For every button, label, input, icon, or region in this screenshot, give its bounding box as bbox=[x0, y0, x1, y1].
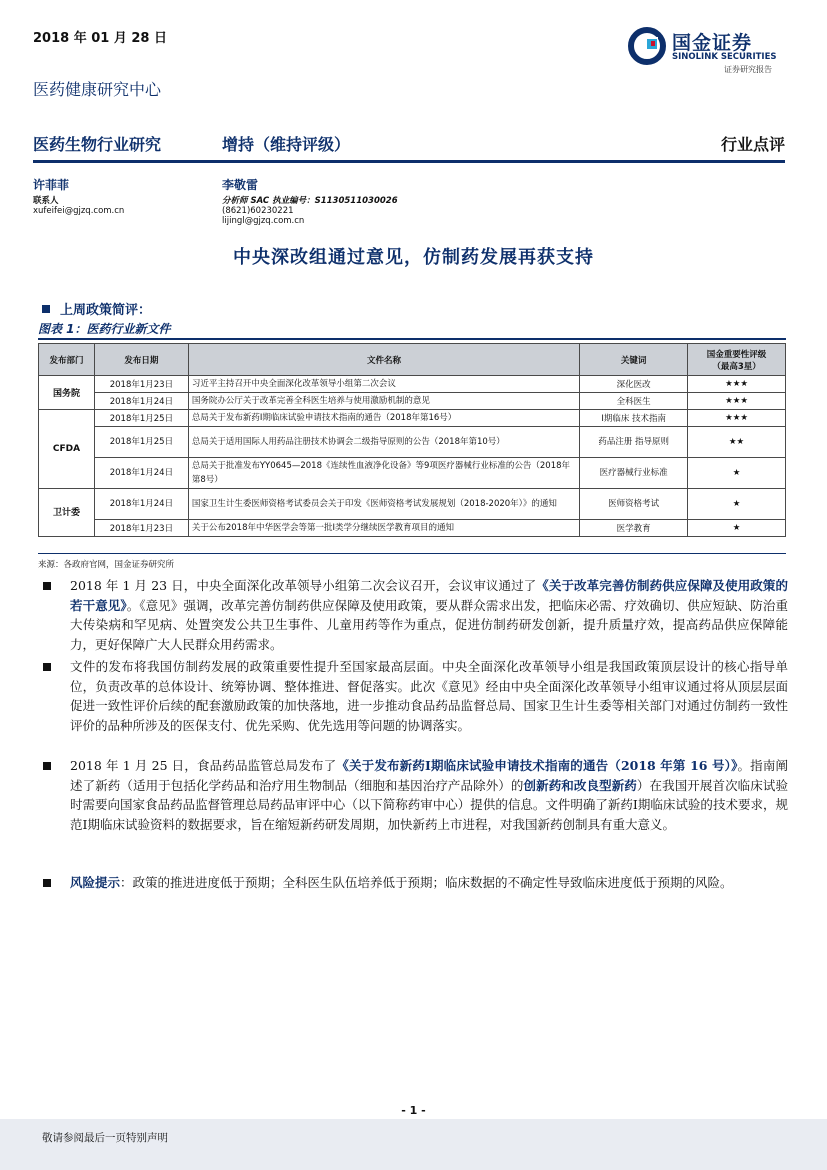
date-cell: 2018年1月24日 bbox=[94, 458, 188, 489]
square-bullet-icon bbox=[42, 305, 50, 313]
p3-text: 2018 年 1 月 25 日，食品药品监管总局发布了 bbox=[70, 758, 337, 773]
paragraph bbox=[43, 657, 788, 735]
rating: 增持（维持评级） bbox=[222, 135, 351, 154]
brand-name-en: SINOLINK SECURITIES bbox=[672, 52, 777, 62]
analyst-phone: (8621)60230221 bbox=[222, 206, 294, 216]
sinolink-logo-icon bbox=[628, 27, 666, 65]
name-cell: 国家卫生计生委医师资格考试委员会关于印发《医师资格考试发展规划（2018-2020年）》的通知 bbox=[188, 489, 579, 520]
th-rating-line2: （最高3星） bbox=[712, 361, 761, 372]
table-row bbox=[39, 489, 786, 520]
section-title bbox=[42, 299, 151, 318]
sinolink-logo bbox=[628, 25, 798, 77]
report-date: 2018 年 01 月 28 日 bbox=[33, 31, 167, 46]
p1-doc-title: 《关于改革完善仿制药供应保障及使用政策的若干意见》 bbox=[70, 578, 788, 613]
report-type: 行业点评 bbox=[720, 135, 785, 154]
industry-title: 医药生物行业研究 bbox=[33, 135, 162, 154]
brand-subtitle: 证券研究报告 bbox=[724, 65, 772, 74]
analyst-email[interactable]: lijingl@gjzq.com.cn bbox=[222, 216, 305, 226]
th-dept: 发布部门 bbox=[39, 344, 95, 376]
date-cell: 2018年1月23日 bbox=[94, 376, 188, 393]
footer-disclaimer: 敬请参阅最后一页特别声明 bbox=[42, 1132, 168, 1144]
title-divider bbox=[33, 160, 785, 163]
rating-cell: ★ bbox=[688, 458, 786, 489]
keyword-cell: Ⅰ期临床 技术指南 bbox=[580, 410, 688, 427]
square-bullet-icon bbox=[43, 582, 51, 590]
analyst-card bbox=[222, 176, 482, 226]
name-cell: 习近平主持召开中央全面深化改革领导小组第二次会议 bbox=[188, 376, 579, 393]
table-bottom-rule bbox=[38, 553, 786, 554]
analyst-name: 李敬雷 bbox=[222, 178, 259, 192]
th-rating-line1: 国金重要性评级 bbox=[706, 349, 767, 360]
date-cell: 2018年1月25日 bbox=[94, 410, 188, 427]
title-band bbox=[33, 130, 785, 158]
rating-cell: ★ bbox=[688, 489, 786, 520]
rating-cell: ★★★ bbox=[688, 393, 786, 410]
table-row bbox=[39, 458, 786, 489]
keyword-cell: 药品注册 指导原则 bbox=[580, 427, 688, 458]
keyword-cell: 全科医生 bbox=[580, 393, 688, 410]
th-name: 文件名称 bbox=[188, 344, 579, 376]
table-header-row bbox=[39, 344, 786, 376]
keyword-cell: 医师资格考试 bbox=[580, 489, 688, 520]
p3-highlight: 创新药和改良型新药 bbox=[523, 777, 637, 793]
research-center: 医药健康研究中心 bbox=[33, 80, 162, 99]
analyst-card bbox=[33, 176, 213, 216]
table-row bbox=[39, 427, 786, 458]
table-row bbox=[39, 393, 786, 410]
keyword-cell: 深化医改 bbox=[580, 376, 688, 393]
date-cell: 2018年1月24日 bbox=[94, 489, 188, 520]
table-row bbox=[39, 376, 786, 393]
figure-rule bbox=[38, 338, 786, 340]
date-cell: 2018年1月23日 bbox=[94, 520, 188, 537]
p1-text: 2018 年 1 月 23 日，中央全面深化改革领导小组第二次会议召开，会议审议通过了 bbox=[70, 578, 537, 593]
figure-label: 图表 1：医药行业新文件 bbox=[38, 322, 171, 336]
name-cell: 总局关于发布新药Ⅰ期临床试验申请技术指南的通告（2018年第16号） bbox=[188, 410, 579, 427]
p3-text-rest: ）在我国开展首次临床试验时需要向国家食品药品监督管理总局药品审评中心（以下简称药审中心）提供的信息。文件明确了新药Ⅰ期临床试验的技术要求，规范Ⅰ期临床试验资料的数据要求，旨在缩短新药研发周期，加快新药上市进程，对我国新药创制具有重大意义。 bbox=[70, 777, 788, 832]
square-bullet-icon bbox=[43, 879, 51, 887]
square-bullet-icon bbox=[43, 762, 51, 770]
analyst-name: 许菲菲 bbox=[33, 178, 70, 192]
table-row bbox=[39, 520, 786, 537]
table-row bbox=[39, 410, 786, 427]
p3-text-mid: 。指南阐述了新药（适用于包括化学药品和治疗用生物制品（细胞和基因治疗产品除外）的 bbox=[70, 758, 788, 793]
rating-cell: ★★ bbox=[688, 427, 786, 458]
p1-text-rest: 。《意见》强调，改革完善仿制药供应保障及使用政策，要从群众需求出发，把临床必需、疗效确切、供应短缺、防治重大传染病和罕见病、处置突发公共卫生事件、儿童用药等作为重点，促进仿制药研发创新，提升质量疗效，提高药品供应保障能力，更好保障广大人民群众用药需求。 bbox=[70, 597, 788, 652]
analyst-email[interactable]: xufeifei@gjzq.com.cn bbox=[33, 206, 125, 216]
risk-text: ：政策的推进进度低于预期；全科医生队伍培养低于预期；临床数据的不确定性导致临床进度低于预期的风险。 bbox=[120, 875, 733, 890]
dept-cell: 国务院 bbox=[39, 376, 95, 410]
paragraph bbox=[43, 756, 788, 834]
p3-doc-title: 《关于发布新药Ⅰ期临床试验申请技术指南的通告（2018 年第 16 号）》 bbox=[336, 758, 738, 773]
analyst-role: 联系人 bbox=[33, 196, 59, 206]
policy-table bbox=[38, 343, 786, 537]
date-cell: 2018年1月25日 bbox=[94, 427, 188, 458]
rating-cell: ★★★ bbox=[688, 376, 786, 393]
brand-name-cn: 国金证券 bbox=[672, 32, 753, 54]
th-date: 发布日期 bbox=[94, 344, 188, 376]
keyword-cell: 医疗器械行业标准 bbox=[580, 458, 688, 489]
name-cell: 总局关于批准发布YY0645—2018《连续性血液净化设备》等9项医疗器械行业标准的公告（2018年第8号） bbox=[188, 458, 579, 489]
analyst-cert: 分析师 SAC 执业编号：S1130511030026 bbox=[222, 196, 398, 206]
paragraph bbox=[43, 873, 788, 893]
dept-cell: CFDA bbox=[39, 410, 95, 489]
name-cell: 国务院办公厅关于改革完善全科医生培养与使用激励机制的意见 bbox=[188, 393, 579, 410]
keyword-cell: 医学教育 bbox=[580, 520, 688, 537]
page-number: - 1 - bbox=[401, 1104, 426, 1117]
paragraph bbox=[43, 576, 788, 654]
rating-cell: ★ bbox=[688, 520, 786, 537]
risk-label: 风险提示 bbox=[70, 875, 121, 890]
table-source: 来源：各政府官网，国金证券研究所 bbox=[38, 560, 175, 570]
date-cell: 2018年1月24日 bbox=[94, 393, 188, 410]
th-rating bbox=[688, 344, 786, 376]
rating-cell: ★★★ bbox=[688, 410, 786, 427]
name-cell: 关于公布2018年中华医学会等第一批Ⅰ类学分继续医学教育项目的通知 bbox=[188, 520, 579, 537]
th-keyword: 关键词 bbox=[580, 344, 688, 376]
report-headline: 中央深改组通过意见，仿制药发展再获支持 bbox=[233, 247, 594, 268]
section-title-text: 上周政策简评： bbox=[60, 303, 152, 318]
p2-text: 文件的发布将我国仿制药发展的政策重要性提升至国家最高层面。中央全面深化改革领导小组是我国政策顶层设计的核心指导单位，负责改革的总体设计、统筹协调、整体推进、督促落实。此次《意见》经由中央全面深化改革领导小组审议通过将从顶层层面促进一致性评价后续的配套激励政策的加快落地，进一步推动食品药品监督总局、国家卫生计生委等相关部门对通过仿制药一致性评价的品种所涉及的医保支付、优先采购、优先选用等问题的协调落实。 bbox=[70, 659, 788, 733]
square-bullet-icon bbox=[43, 663, 51, 671]
dept-cell: 卫计委 bbox=[39, 489, 95, 537]
name-cell: 总局关于适用国际人用药品注册技术协调会二级指导原则的公告（2018年第10号） bbox=[188, 427, 579, 458]
